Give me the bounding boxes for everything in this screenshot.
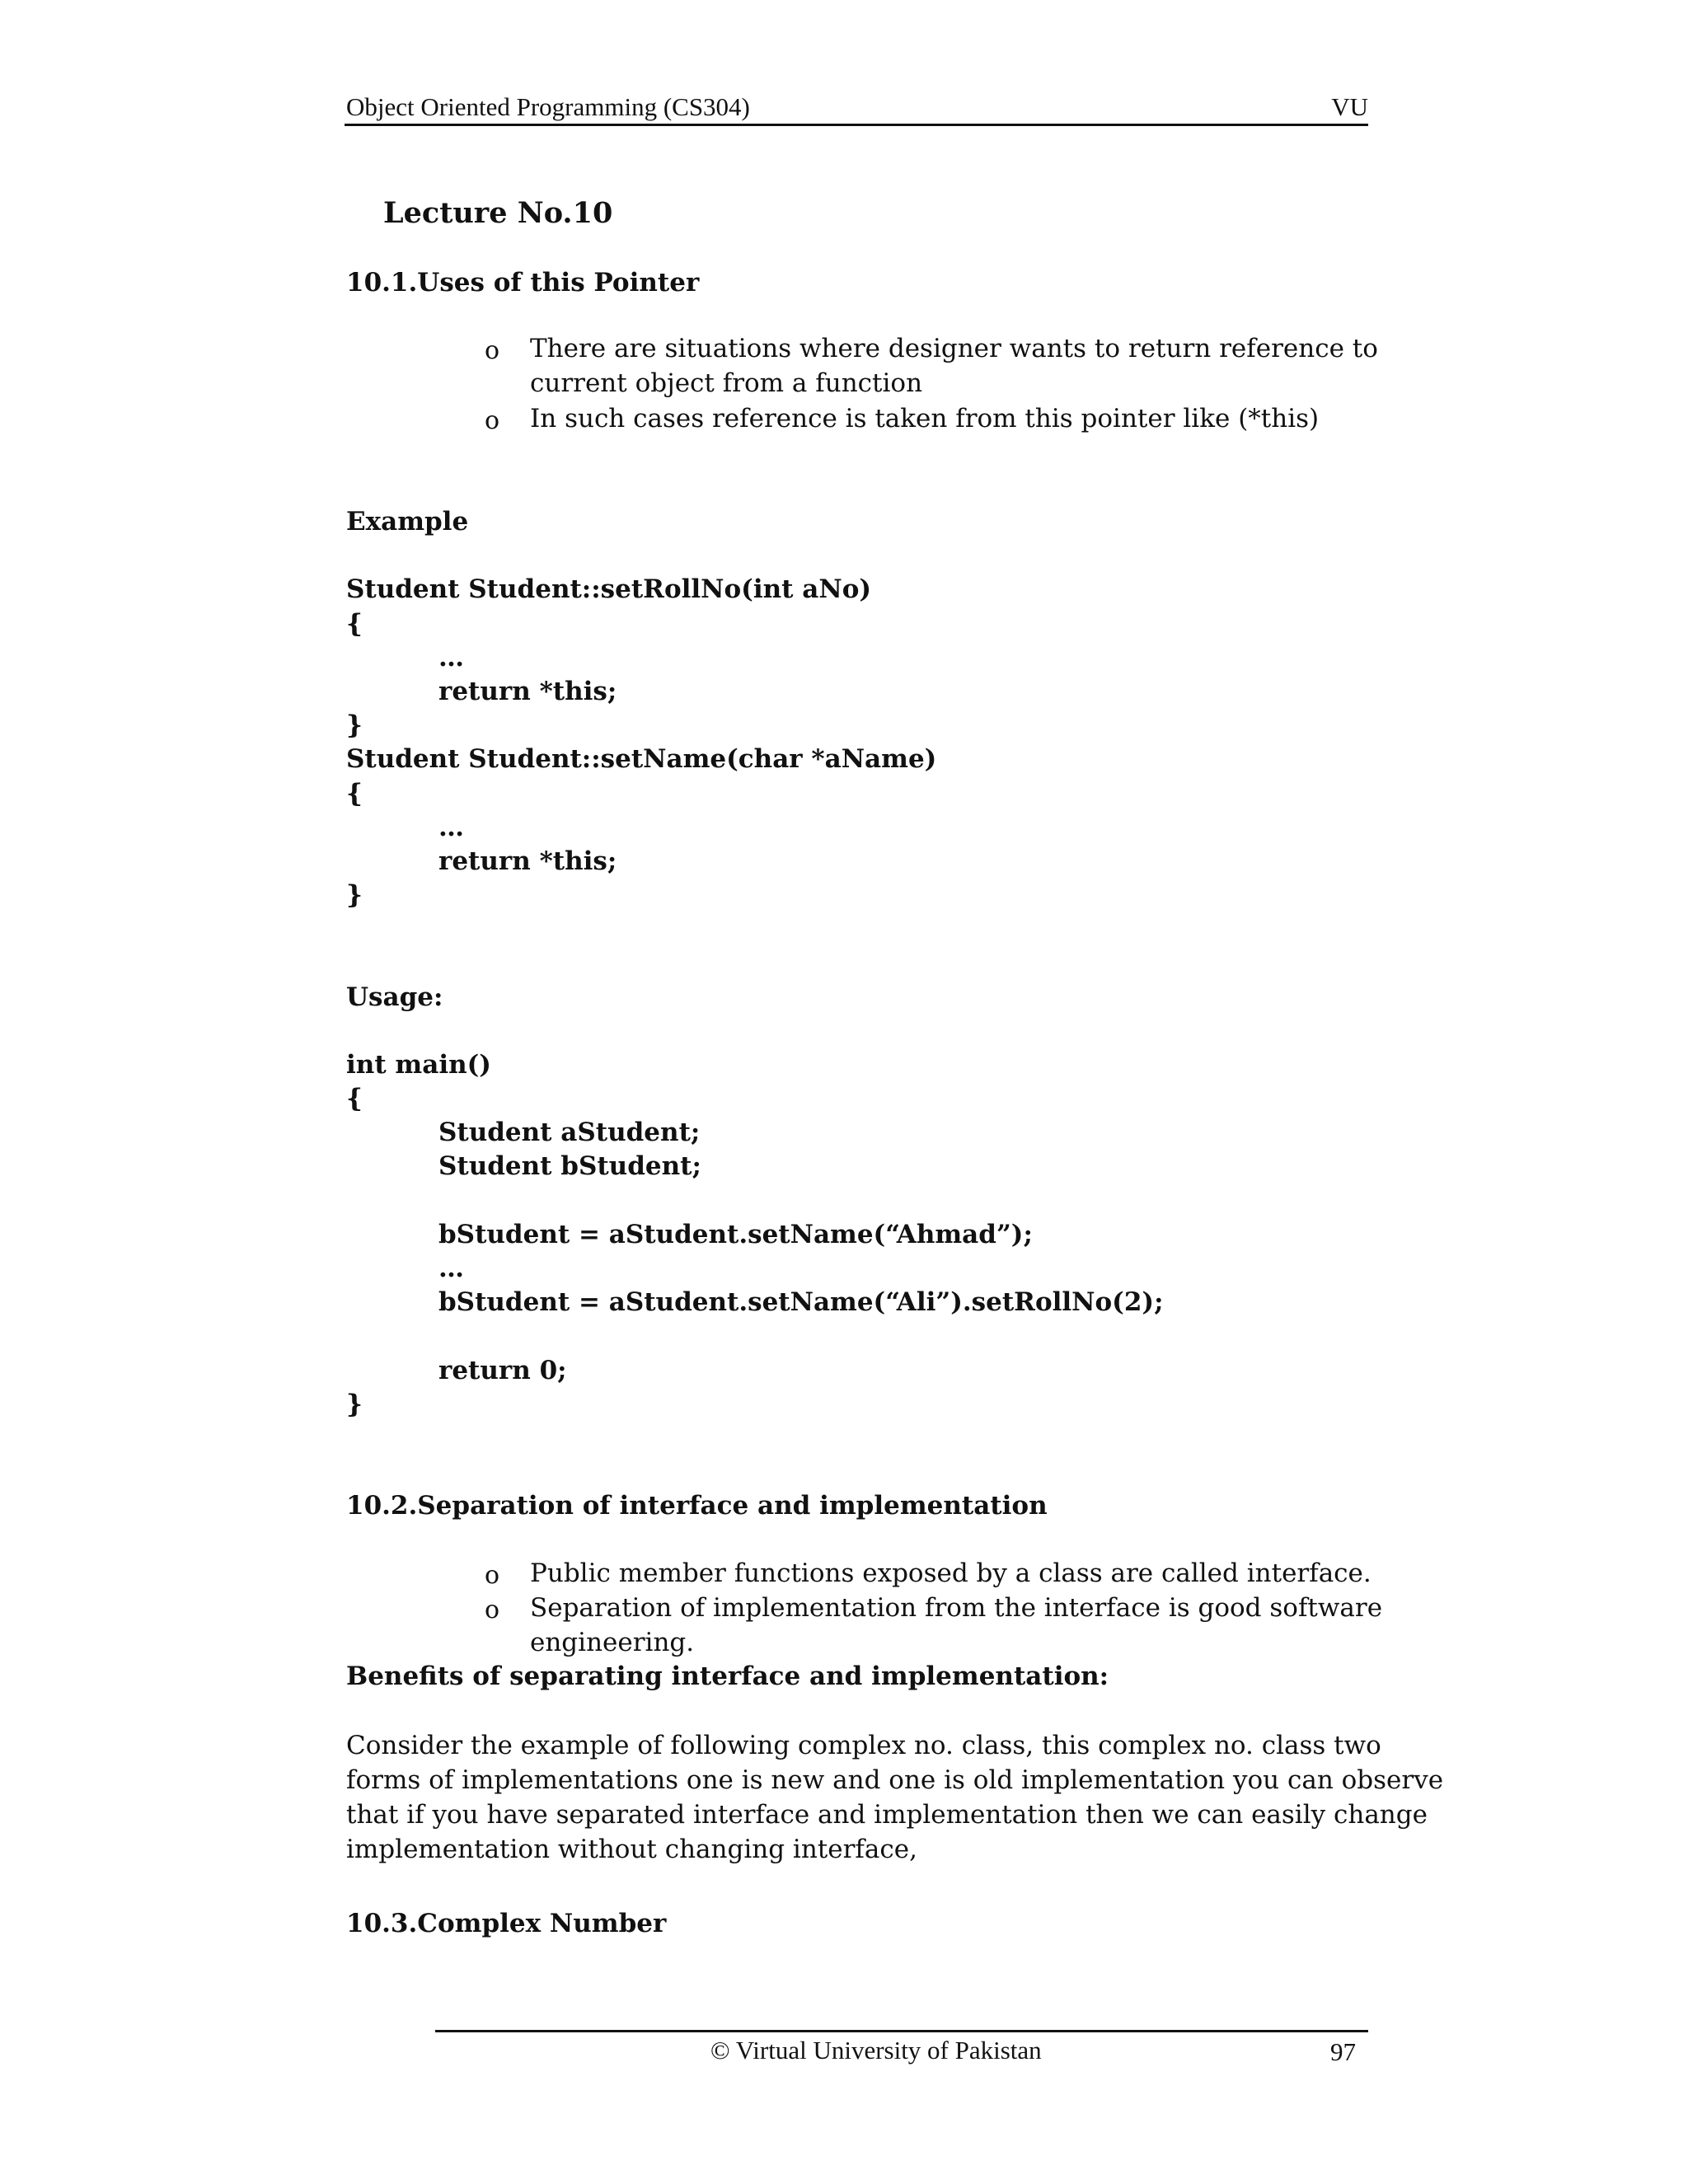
code-line: Student bStudent;: [438, 1151, 701, 1181]
footer-copyright: © Virtual University of Pakistan: [710, 2036, 1042, 2064]
example-label: Example: [346, 507, 469, 537]
code-line: int main(): [346, 1050, 491, 1080]
benefits-heading: Benefits of separating interface and implementation:: [346, 1661, 1109, 1691]
code-line: Student Student::setRollNo(int aNo): [346, 574, 872, 604]
paragraph-line: forms of implementations one is new and one is old implementation you can observe: [346, 1765, 1444, 1795]
bullet-text: Public member functions exposed by a class are called interface.: [530, 1558, 1372, 1588]
code-line: }: [346, 880, 363, 910]
paragraph-line: that if you have separated interface and implementation then we can easily change: [346, 1800, 1428, 1830]
code-line: bStudent = aStudent.setName(“Ahmad”);: [438, 1220, 1033, 1249]
bullet-text-continued: current object from a function: [530, 368, 923, 398]
code-line: {: [346, 779, 363, 808]
code-line: return 0;: [438, 1356, 567, 1385]
paragraph-line: Consider the example of following complex no. class, this complex no. class two: [346, 1731, 1381, 1760]
bullet-text: In such cases reference is taken from this pointer like (*this): [530, 404, 1320, 434]
code-line: return *this;: [438, 677, 617, 706]
code-line: }: [346, 1390, 363, 1419]
bullet-text: There are situations where designer wants to return reference to: [530, 334, 1378, 363]
section-heading-10-3: 10.3.Complex Number: [346, 1909, 667, 1938]
header-rule: [345, 124, 1368, 126]
bullet-text: Separation of implementation from the interface is good software: [530, 1593, 1383, 1623]
bullet-marker: o: [485, 406, 500, 435]
code-line: …: [438, 813, 464, 842]
running-header-course: Object Oriented Programming (CS304): [346, 92, 750, 121]
page-number: 97: [1330, 2037, 1356, 2066]
bullet-text-continued: engineering.: [530, 1628, 695, 1657]
code-line: …: [438, 1254, 464, 1283]
code-line: }: [346, 710, 363, 740]
footer-rule: [435, 2030, 1368, 2032]
bullet-marker: o: [485, 1561, 500, 1590]
running-header-org: VU: [1331, 92, 1368, 121]
code-line: Student aStudent;: [438, 1118, 701, 1147]
lecture-title: Lecture No.10: [383, 196, 613, 230]
bullet-marker: o: [485, 336, 500, 365]
bullet-marker: o: [485, 1596, 500, 1624]
code-line: bStudent = aStudent.setName(“Ali”).setRollNo(2);: [438, 1287, 1164, 1317]
code-line: Student Student::setName(char *aName): [346, 744, 937, 774]
code-line: return *this;: [438, 846, 617, 876]
section-heading-10-1: 10.1.Uses of this Pointer: [346, 268, 700, 298]
code-line: {: [346, 1084, 363, 1113]
usage-label: Usage:: [346, 982, 443, 1012]
section-heading-10-2: 10.2.Separation of interface and implementation: [346, 1491, 1048, 1521]
code-line: {: [346, 609, 363, 639]
code-line: …: [438, 643, 464, 673]
paragraph-line: implementation without changing interface,: [346, 1835, 917, 1864]
